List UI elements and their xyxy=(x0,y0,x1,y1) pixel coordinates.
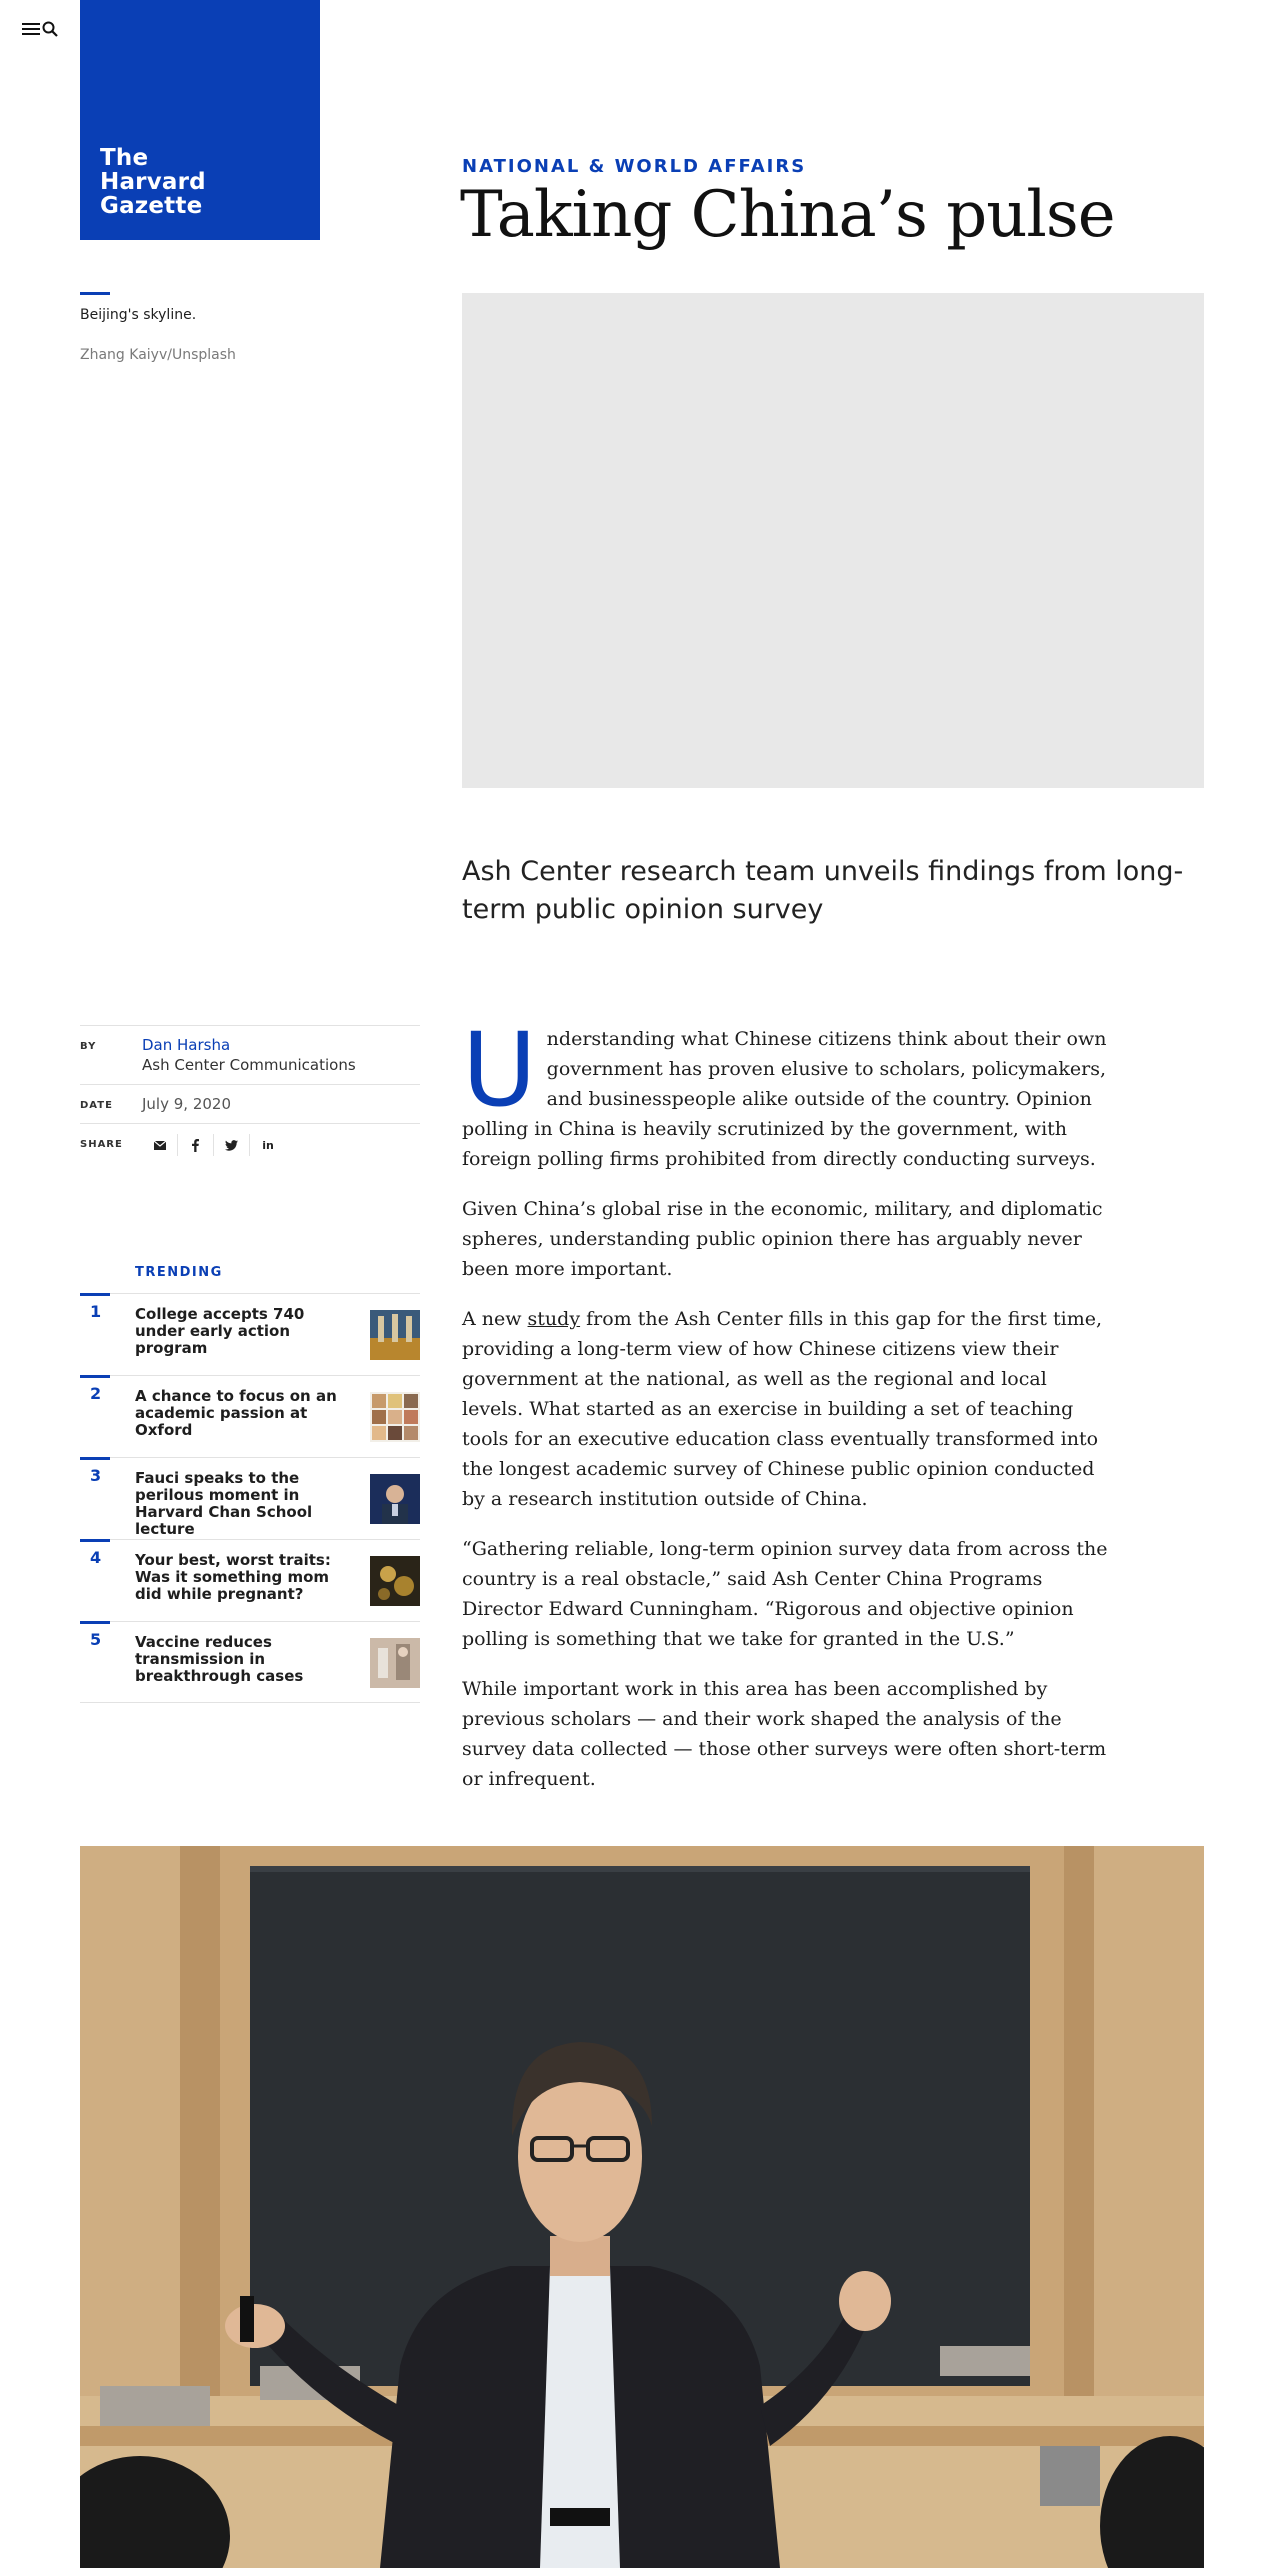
hero-image xyxy=(462,293,1204,788)
trending-item[interactable] xyxy=(80,1293,420,1375)
article-paragraph xyxy=(462,1011,1112,1174)
trending-item[interactable] xyxy=(80,1539,420,1621)
byline-row xyxy=(80,1025,420,1084)
trending-rule xyxy=(80,1375,110,1378)
publish-date: July 9, 2020 xyxy=(142,1095,231,1113)
trending-thumbnail[interactable] xyxy=(370,1392,420,1442)
trending-headline[interactable]: A chance to focus on an academic passion at Oxford xyxy=(135,1387,337,1439)
article-paragraph: “Gathering reliable, long-term opinion survey data from across the country is a real obstacle,” said Ash Center China Programs Director Edward Cunningham. “Rigorous and objective opinion polling is something that we take for granted in the U.S.” xyxy=(462,1538,1108,1650)
paragraph-text: A new xyxy=(462,1308,528,1330)
trending-number: 2 xyxy=(90,1384,102,1403)
hero-caption: Beijing's skyline. xyxy=(80,307,197,323)
trending-number: 4 xyxy=(90,1548,102,1567)
share-row xyxy=(80,1123,420,1166)
email-icon[interactable] xyxy=(142,1134,178,1156)
logo-text: The Harvard Gazette xyxy=(100,145,206,219)
trending-number: 5 xyxy=(90,1630,102,1649)
author-org: Ash Center Communications xyxy=(142,1056,356,1074)
paragraph-text: nderstanding what Chinese citizens think about their own government has proven elusive to scholars, policymakers, and businesspeople alike outside of the country. Opinion polling in China is heavily scrutinized by the government, with foreign polling firms prohibited from directly conducting surveys. xyxy=(462,1028,1107,1170)
article-category[interactable]: NATIONAL & WORLD AFFAIRS xyxy=(462,156,807,177)
hero-credit: Zhang Kaiyv/Unsplash xyxy=(80,347,236,363)
trending-headline[interactable]: Vaccine reduces transmission in breakthrough cases xyxy=(135,1633,304,1685)
article-paragraph: Given China’s global rise in the economic, military, and diplomatic spheres, understanding public opinion there has arguably never been more important. xyxy=(462,1198,1103,1280)
trending-thumbnail[interactable] xyxy=(370,1310,420,1360)
article-meta xyxy=(80,1025,420,1166)
linkedin-icon[interactable]: in xyxy=(262,1138,274,1152)
date-row xyxy=(80,1084,420,1123)
trending-rule xyxy=(80,1457,110,1460)
trending-number: 3 xyxy=(90,1466,102,1485)
caption-rule xyxy=(80,292,110,295)
author-name[interactable]: Dan Harsha xyxy=(142,1036,231,1054)
trending-headline[interactable]: Your best, worst traits: Was it something mom did while pregnant? xyxy=(135,1551,331,1603)
article-body xyxy=(462,1011,1112,1814)
article-paragraph xyxy=(462,1304,1112,1514)
trending-number: 1 xyxy=(90,1302,102,1321)
study-link[interactable]: study xyxy=(527,1308,581,1330)
lecture-photo xyxy=(80,1846,1204,2568)
trending-rule xyxy=(80,1539,110,1542)
trending-list xyxy=(80,1265,420,1703)
harvard-gazette-logo[interactable] xyxy=(80,0,320,240)
trending-item[interactable] xyxy=(80,1621,420,1703)
trending-thumbnail[interactable] xyxy=(370,1556,420,1606)
date-label: DATE xyxy=(80,1100,113,1111)
menu-search-button[interactable] xyxy=(22,18,64,40)
trending-item[interactable] xyxy=(80,1457,420,1539)
byline-label: BY xyxy=(80,1041,97,1052)
trending-thumbnail[interactable] xyxy=(370,1638,420,1688)
paragraph-text: from the Ash Center fills in this gap for the first time, providing a long-term view of how Chinese citizens view their government at the national, as well as the regional and local levels. What started as an exercise in building a set of teaching tools for an executive education class eventually transformed into the longest academic survey of Chinese public opinion conducted by a research institution outside of China. xyxy=(462,1308,1102,1510)
trending-title: TRENDING xyxy=(135,1265,223,1280)
trending-thumbnail[interactable] xyxy=(370,1474,420,1524)
facebook-icon[interactable] xyxy=(178,1134,214,1156)
search-icon xyxy=(42,21,58,37)
trending-rule xyxy=(80,1293,110,1296)
trending-item[interactable] xyxy=(80,1375,420,1457)
menu-icon xyxy=(22,23,40,35)
trending-headline[interactable]: Fauci speaks to the perilous moment in Harvard Chan School lecture xyxy=(135,1469,313,1538)
article-paragraph: While important work in this area has been accomplished by previous scholars — and their work shaped the analysis of the survey data collected — those other surveys were often short-term or infrequent. xyxy=(462,1678,1107,1790)
trending-rule xyxy=(80,1621,110,1624)
article-subtitle: Ash Center research team unveils findings from long-term public opinion survey xyxy=(462,856,1184,925)
trending-headline[interactable]: College accepts 740 under early action program xyxy=(135,1305,305,1357)
drop-cap: U xyxy=(462,1011,537,1130)
page-title: Taking China’s pulse xyxy=(460,178,1115,252)
share-label: SHARE xyxy=(80,1139,123,1150)
twitter-icon[interactable] xyxy=(214,1134,250,1156)
